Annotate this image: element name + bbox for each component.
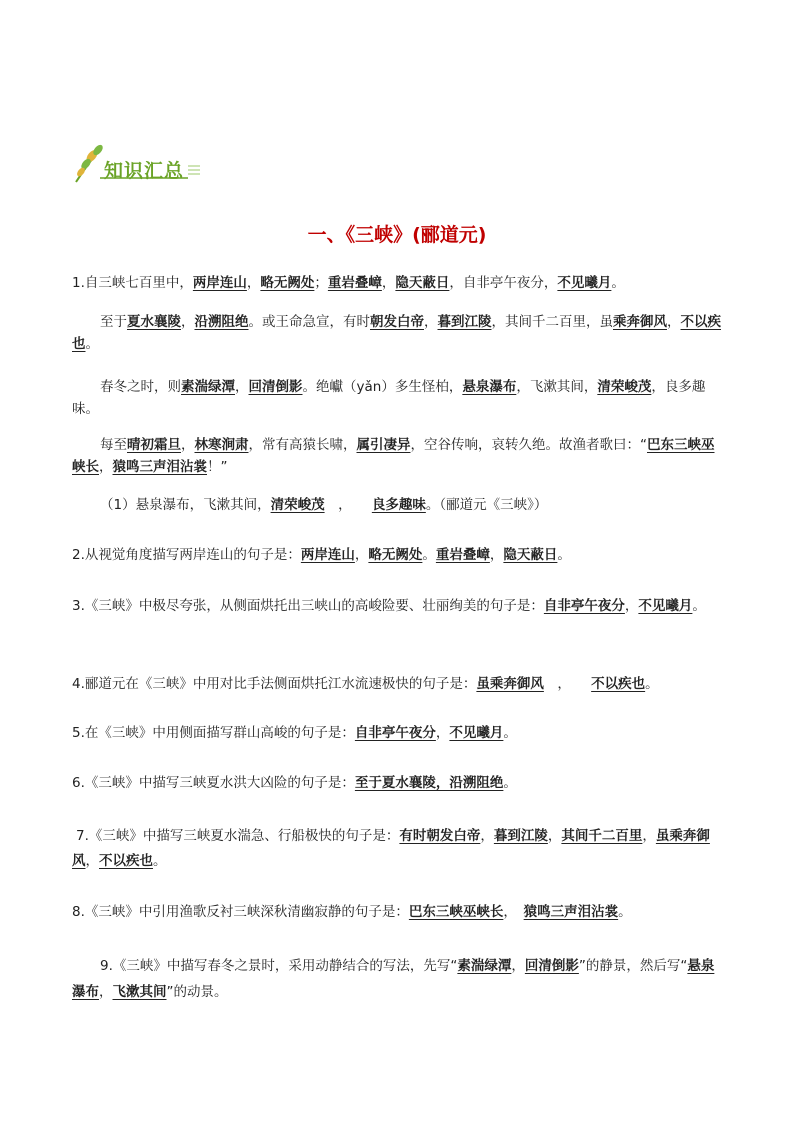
question-2: 2.从视觉角度描写两岸连山的句子是：两岸连山，略无阙处。重岩叠嶂，隐天蔽日。 xyxy=(72,547,571,563)
question-1: （1）悬泉瀑布，飞漱其间，清荣峻茂 ， 良多趣味。（郦道元《三峡》） xyxy=(100,497,548,513)
passage-paragraph-3: 春冬之时，则素湍绿潭，回清倒影。绝巘（yǎn）多生怪柏，悬泉瀑布，飞漱其间，清荣峻茂，良多趣味。 xyxy=(72,379,706,417)
question-9: 9.《三峡》中描写春冬之景时，采用动静结合的写法，先写“素湍绿潭，回清倒影”的静景，然后写“悬泉瀑布，飞漱其间”的动景。 xyxy=(72,958,715,1000)
question-8: 8.《三峡》中引用渔歌反衬三峡深秋清幽寂静的句子是：巴东三峡巫峡长， 猿鸣三声泪沾裳。 xyxy=(72,904,632,920)
question-3: 3.《三峡》中极尽夸张，从侧面烘托出三峡山的高峻险要、壮丽绚美的句子是：自非亭午夜分，不见曦月。 xyxy=(72,598,706,614)
question-6: 6.《三峡》中描写三峡夏水洪大凶险的句子是：至于夏水襄陵，沿溯阻绝。 xyxy=(72,775,517,791)
question-5: 5.在《三峡》中用侧面描写群山高峻的句子是：自非亭午夜分，不见曦月。 xyxy=(72,725,517,741)
section-banner xyxy=(72,142,202,186)
question-7: 7.《三峡》中描写三峡夏水湍急、行船极快的句子是：有时朝发白帝，暮到江陵，其间千二百里，虽乘奔御风，不以疾也。 xyxy=(72,828,710,869)
question-4: 4.郦道元在《三峡》中用对比手法侧面烘托江水流速极快的句子是：虽乘奔御风 ， 不以疾也。 xyxy=(72,676,659,692)
banner-underline xyxy=(72,142,202,186)
banner-label: 知识汇总 xyxy=(104,160,185,182)
passage-paragraph-4: 每至晴初霜旦，林寒涧肃，常有高猿长啸，属引凄异，空谷传响，哀转久绝。故渔者歌曰：“巴东三峡巫峡长，猿鸣三声泪沾裳！” xyxy=(72,437,715,475)
page-title: 一、《三峡》(郦道元) xyxy=(307,224,487,246)
passage-paragraph-2: 至于夏水襄陵，沿溯阻绝。或王命急宣，有时朝发白帝，暮到江陵，其间千二百里，虽乘奔御风，不以疾也。 xyxy=(72,314,721,352)
passage-paragraph-1: 1.自三峡七百里中，两岸连山，略无阙处；重岩叠嶂，隐天蔽日，自非亭午夜分，不见曦月。 xyxy=(72,275,625,291)
